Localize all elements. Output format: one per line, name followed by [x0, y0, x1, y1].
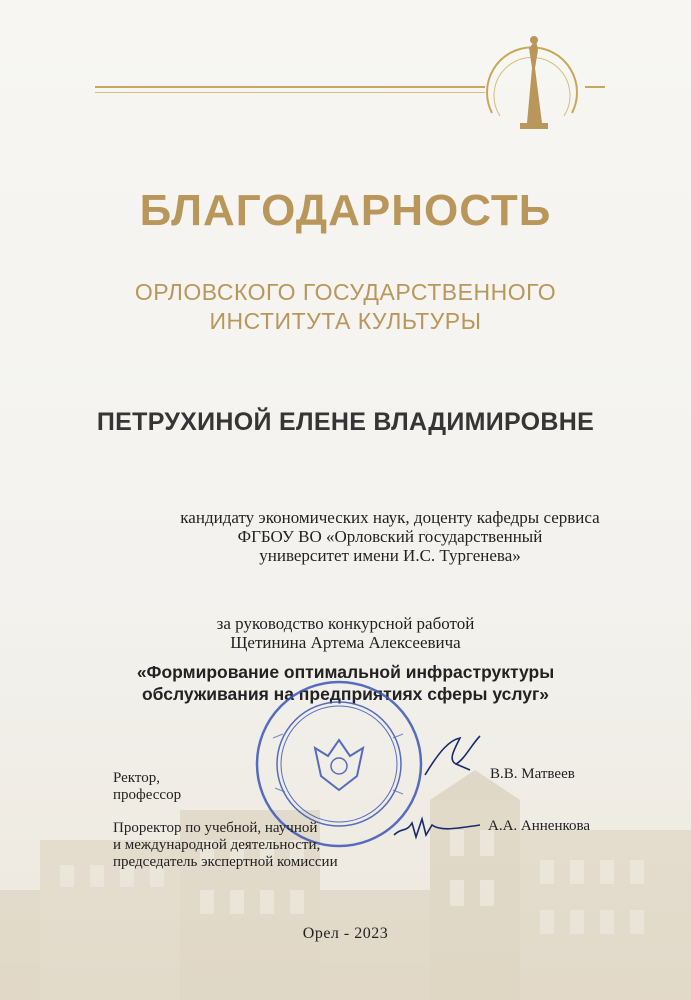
vice-rector-position-line-2: и международной деятельности, — [113, 837, 321, 853]
work-title-line-1: «Формирование оптимальной инфраструктуры — [136, 662, 555, 682]
reason-text — [0, 614, 691, 652]
vice-rector-signature — [390, 805, 490, 845]
rector-name: В.В. Матвеев — [490, 766, 575, 782]
city-year: Орел - 2023 — [302, 925, 389, 942]
recipient-description — [40, 508, 680, 565]
vice-rector-name: А.А. Анненкова — [488, 818, 591, 834]
institution-name-line-1: ОРЛОВСКОГО ГОСУДАРСТВЕННОГО — [134, 279, 557, 305]
description-line-2: ФГБОУ ВО «Орловский государственный — [237, 527, 543, 546]
institution-name — [0, 278, 691, 336]
description-line-3: университет имени И.С. Тургенева» — [259, 546, 521, 565]
certificate-title: БЛАГОДАРНОСТЬ — [139, 186, 552, 235]
work-title-line-2: обслуживания на предприятиях сферы услуг» — [141, 684, 549, 704]
institute-logo — [472, 28, 592, 138]
vice-rector-position — [113, 820, 338, 871]
vice-rector-position-line-3: председатель экспертной комиссии — [113, 854, 338, 870]
institution-name-line-2: ИНСТИТУТА КУЛЬТУРЫ — [209, 308, 482, 334]
top-gold-line-thin — [95, 92, 485, 93]
recipient-name: ПЕТРУХИНОЙ ЕЛЕНЕ ВЛАДИМИРОВНЕ — [96, 408, 595, 436]
reason-line-1: за руководство конкурсной работой — [216, 614, 475, 633]
rector-signature — [420, 730, 490, 780]
rector-position-line-1: Ректор, — [113, 770, 160, 786]
rector-position — [113, 770, 181, 804]
rector-position-line-2: профессор — [113, 787, 182, 803]
description-line-1: кандидату экономических наук, доценту кафедры сервиса — [180, 508, 600, 527]
vice-rector-position-line-1: Проректор по учебной, научной — [113, 820, 318, 836]
reason-line-2: Щетинина Артема Алексеевича — [230, 633, 461, 652]
top-gold-line — [95, 86, 485, 88]
